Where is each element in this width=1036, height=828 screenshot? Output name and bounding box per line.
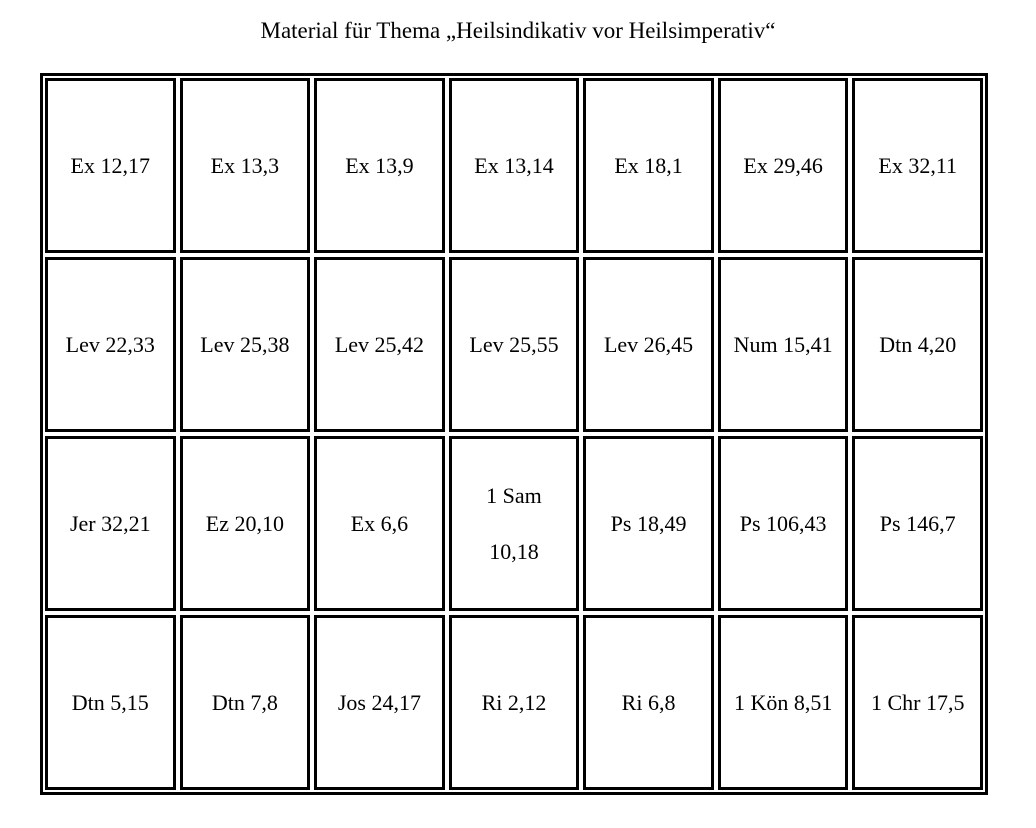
reference-label: Ex 32,11 <box>878 152 958 178</box>
reference-cell <box>45 257 176 432</box>
page-title: Material für Thema „Heilsindikativ vor Heilsimperativ“ <box>260 18 776 43</box>
reference-cell <box>718 436 849 611</box>
reference-cell <box>45 615 176 790</box>
reference-cell <box>449 257 580 432</box>
reference-cell <box>718 78 849 253</box>
reference-label: Ps 106,43 <box>739 510 827 536</box>
reference-cell <box>45 78 176 253</box>
reference-label: 1 Kön 8,51 <box>733 689 833 715</box>
reference-label: Lev 22,33 <box>65 331 155 357</box>
reference-label: Ex 12,17 <box>70 152 150 178</box>
reference-cell <box>449 615 580 790</box>
reference-cell <box>449 78 580 253</box>
reference-label: Ri 6,8 <box>621 689 676 715</box>
reference-cell <box>314 615 445 790</box>
reference-cell <box>852 257 983 432</box>
reference-label: Ex 13,3 <box>210 152 280 178</box>
reference-label: Ex 18,1 <box>614 152 683 178</box>
reference-label: Dtn 5,15 <box>71 689 149 715</box>
reference-cell <box>314 436 445 611</box>
reference-cell <box>583 78 714 253</box>
reference-cell <box>180 257 311 432</box>
reference-cell <box>314 78 445 253</box>
reference-label: Lev 26,45 <box>603 331 694 357</box>
reference-label: Num 15,41 <box>733 331 833 357</box>
reference-cell <box>583 615 714 790</box>
reference-label: Ex 13,14 <box>474 152 554 178</box>
reference-label: 1 Sam 10,18 <box>486 482 542 564</box>
reference-label: Jos 24,17 <box>337 689 421 715</box>
reference-cell <box>852 436 983 611</box>
reference-label: Lev 25,38 <box>200 331 290 357</box>
reference-label: Dtn 4,20 <box>879 331 957 357</box>
reference-cell <box>180 78 311 253</box>
reference-cell <box>583 257 714 432</box>
reference-label: Dtn 7,8 <box>211 689 278 715</box>
reference-label: Ex 13,9 <box>345 152 414 178</box>
reference-cell <box>449 436 580 611</box>
reference-cell <box>718 257 849 432</box>
reference-cell <box>852 78 983 253</box>
reference-cell <box>180 615 311 790</box>
reference-label: Ps 18,49 <box>610 510 687 536</box>
reference-label: Ex 6,6 <box>350 510 409 536</box>
reference-label: Jer 32,21 <box>69 510 151 536</box>
reference-label: Lev 25,42 <box>334 331 425 357</box>
reference-table <box>40 73 988 795</box>
reference-cell <box>583 436 714 611</box>
reference-cell <box>180 436 311 611</box>
reference-cell <box>314 257 445 432</box>
reference-grid <box>45 78 983 790</box>
reference-label: Ri 2,12 <box>481 689 547 715</box>
reference-label: Lev 25,55 <box>469 331 559 357</box>
reference-label: Ps 146,7 <box>879 510 956 536</box>
reference-label: 1 Chr 17,5 <box>870 689 965 715</box>
reference-cell <box>852 615 983 790</box>
reference-label: Ex 29,46 <box>743 152 823 178</box>
reference-cell <box>718 615 849 790</box>
reference-label: Ez 20,10 <box>205 510 284 536</box>
reference-cell <box>45 436 176 611</box>
